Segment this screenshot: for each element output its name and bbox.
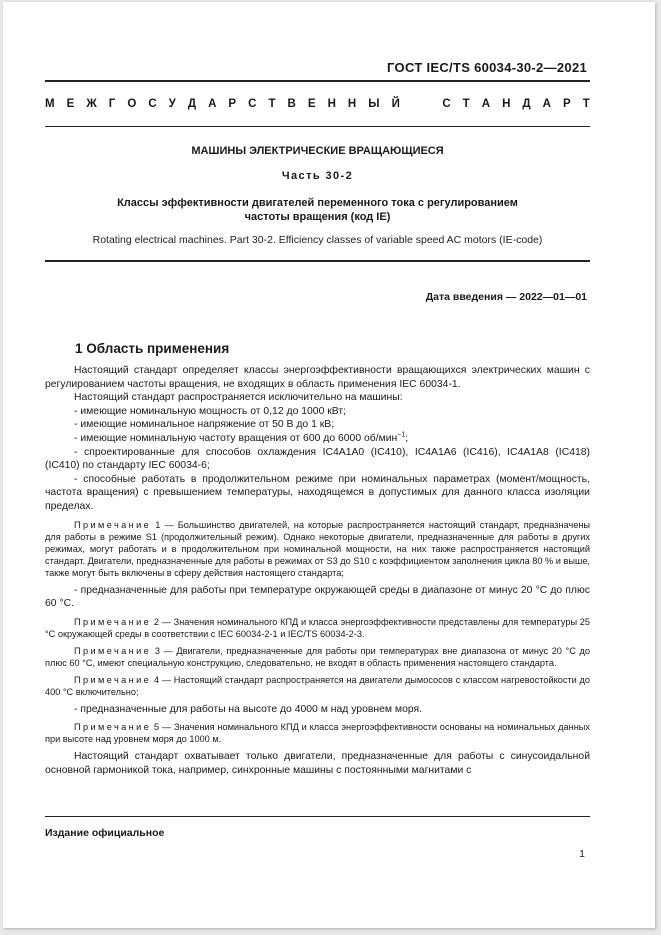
top-rule (45, 80, 590, 82)
heading-letter: Ж (86, 98, 97, 110)
standard-subtitle (45, 196, 590, 224)
heading-letter: Д (522, 98, 531, 110)
note-text: 1 — Большинство двигателей, на которые распространяется настоящий стандарт, предназначены для работы в режиме S1 (продолжительный режим). Однако некоторые двигатели, предназначенные для работы в других режимах, могут работать и в продолжительном при номинальной мощности, на них также распространяется настоящий стандарт. Двигатели, предназначенные для работы в режимах от S3 до S10 с коэффициентом заполнения цикла 80 % и выше, также могут быть включены в сферу действия настоящего стандарта; (45, 519, 590, 578)
page-number: 1 (579, 848, 585, 860)
list-item (45, 432, 590, 446)
list-item: - предназначенные для работы на высоте до 4000 м над уровнем моря. (74, 703, 423, 715)
document-id: ГОСТ IEC/TS 60034-30-2—2021 (387, 60, 587, 75)
heading-letter: Р (228, 98, 237, 110)
list-item: - способные работать в продолжительном режиме при номинальных параметрах (момент/мощность, частота вращения) с превышением температуры, находящемся в допустимых для данного класса изоляции пределах. (45, 473, 590, 512)
subtitle-line: Классы эффективности двигателей переменного тока с регулированием (117, 197, 518, 209)
section-body (45, 364, 590, 778)
note-label: Примечание (74, 722, 152, 733)
list-item-punct: ; (405, 432, 409, 444)
heading-letter: А (208, 98, 217, 110)
note-text: 5 — Значения номинального КПД и класса энергоэффективности основаны на номинальных данных при высоте над уровнем моря до 1000 м. (45, 722, 590, 745)
heading-letter: Т (268, 98, 276, 110)
paragraph: Настоящий стандарт определяет классы энергоэффективности вращающихся электрических машин с регулированием частоты вращения, не входящих в область применения IEC 60034-1. (45, 365, 590, 390)
heading-letter: Н (327, 98, 336, 110)
note (45, 519, 590, 579)
list-item: - спроектированные для способов охлаждения IC4A1A0 (IC410), IC4A1A6 (IC416), IC4A1A8 (IC418) (IC410) по стандарту IEC 60034-6; (45, 446, 590, 472)
heading-letter: Н (347, 98, 357, 110)
english-title: Rotating electrical machines. Part 30-2. Efficiency classes of variable speed AC motors (IE-code) (92, 234, 543, 246)
heading-letter: О (127, 98, 137, 110)
note-label: Примечание (74, 616, 152, 627)
note-label: Примечание (74, 519, 152, 530)
note-text: 3 — Двигатели, предназначенные для работы при температурах вне диапазона от минус 20 °C до плюс 60 °C, имеют специальную конструкцию, следовательно, не входят в область применения настоящего стандарта. (45, 645, 590, 668)
heading-letter (427, 98, 430, 110)
heading-letter: Е (66, 98, 75, 110)
note (45, 674, 590, 698)
section-heading: 1 Область применения (75, 341, 230, 356)
list-item: - имеющие номинальное напряжение от 50 В до 1 кВ; (74, 419, 335, 431)
heading-letter: Д (187, 98, 197, 110)
footer-rule (45, 816, 590, 817)
subtitle-line: частоты вращения (код IE) (244, 211, 391, 223)
heading-letter: Е (307, 98, 316, 110)
heading-letter: С (442, 98, 451, 110)
list-item: - имеющие номинальную мощность от 0,12 до 1000 кВт; (74, 405, 347, 417)
title-block-rule (45, 260, 590, 262)
note-text: 2 — Значения номинального КПД и класса энергоэффективности представлены для температуры 25 °C окружающей среды в соответствии с IEC 60034-2-1 и IEC/TS 60034-2-3. (45, 616, 590, 639)
note-text: 4 — Настоящий стандарт распространяется на двигатели дымососов с классом нагревостойкости до 400 °C включительно; (45, 674, 590, 697)
heading-letter: А (481, 98, 491, 110)
note (45, 616, 590, 640)
heading-letter: Т (462, 98, 470, 110)
superscript: −1 (397, 431, 406, 439)
introduction-date: Дата введения — 2022—01—01 (425, 291, 587, 303)
heading-letter: С (148, 98, 157, 110)
note (45, 645, 590, 669)
part-label: Часть 30-2 (281, 170, 354, 182)
heading-letter: В (287, 98, 296, 110)
note (45, 721, 590, 745)
note-label: Примечание (74, 645, 152, 656)
heading-letter: С (248, 98, 257, 110)
heading-letter: Г (108, 98, 116, 110)
heading-letter: Ы (368, 98, 380, 110)
heading-letter: Р (563, 98, 571, 110)
heading-letter: Й (391, 98, 400, 110)
list-item: - предназначенные для работы при температуре окружающей среды в диапазоне от минус 20 °C до плюс 60 °C. (45, 584, 590, 610)
heading-letter (412, 98, 415, 110)
interstate-standard-heading (45, 98, 590, 110)
standard-title: МАШИНЫ ЭЛЕКТРИЧЕСКИЕ ВРАЩАЮЩИЕСЯ (191, 145, 444, 157)
list-item-text: - имеющие номинальную частоту вращения от 600 до 6000 об/мин (74, 432, 398, 444)
heading-letter: Т (582, 98, 590, 110)
note-label: Примечание (74, 674, 152, 685)
heading-letter: Н (502, 98, 511, 110)
paragraph: Настоящий стандарт распространяется исключительно на машины: (74, 392, 403, 404)
heading-letter: У (168, 98, 176, 110)
heading-letter: А (542, 98, 551, 110)
heading-letter: М (45, 98, 55, 110)
official-edition-label: Издание официальное (45, 827, 165, 839)
paragraph: Настоящий стандарт охватывает только двигатели, предназначенные для работы с синусоидальной основной гармоникой тока, например, синхронные машины с постоянными магнитами с (45, 751, 590, 776)
heading-rule (45, 126, 590, 127)
